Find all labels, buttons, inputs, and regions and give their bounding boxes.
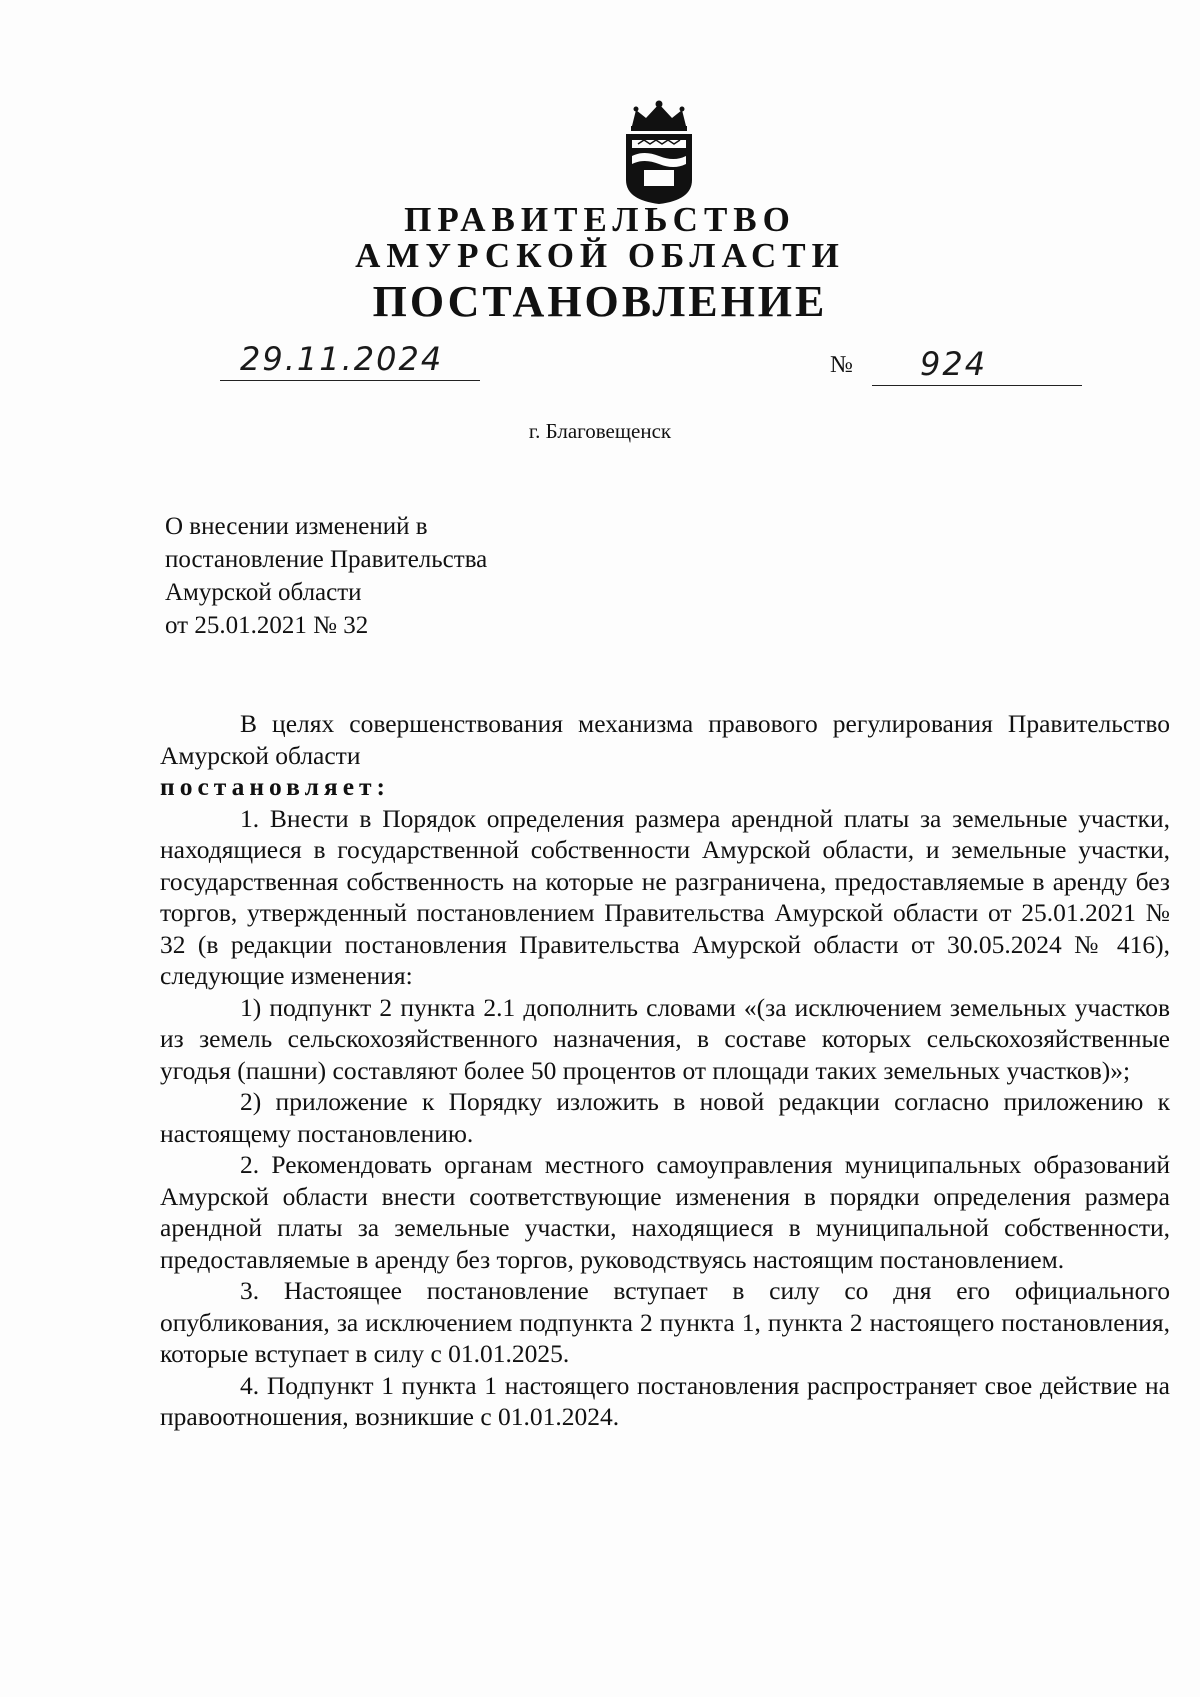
body-paragraph: 2) приложение к Порядку изложить в новой редакции согласно приложению к настоящему постановлению. (160, 1087, 1170, 1148)
subject-line: Амурской области (165, 579, 362, 606)
subject-line: постановление Правительства (165, 546, 488, 573)
body-paragraph: 1) подпункт 2 пункта 2.1 дополнить словами «(за исключением земельных участков из земель сельскохозяйственного назначения, в составе которых сельскохозяйственные угодья (пашни) составляют более 50 процентов от площади таких земельных участков)»; (160, 992, 1170, 1085)
preamble-paragraph: В целях совершенствования механизма правового регулирования Правительство Амурской области (160, 709, 1170, 770)
body-paragraph: 1. Внести в Порядок определения размера арендной платы за земельные участки, находящиеся в государственной собственности Амурской области, и земельные участки, государственная собственность на которые не разграничена, предоставляемые в аренду без торгов, утвержденный постановлением Правительства Амурской области от 25.01.2021 № 32 (в редакции постановления Правительства Амурской области от 30.05.2024 № 416), следующие изменения: (160, 803, 1170, 990)
organization-name-line1: ПРАВИТЕЛЬСТВО (404, 200, 796, 239)
subject-line: О внесении изменений в (165, 513, 428, 540)
body-paragraph: 3. Настоящее постановление вступает в силу со дня его официального опубликования, за исключением подпункта 2 пункта 1, пункта 2 настоящего постановления, которые вступает в силу с 01.01.2025. (160, 1276, 1170, 1368)
city-line: г. Благовещенск (528, 419, 672, 443)
handwritten-number: 924 (920, 345, 988, 383)
body-paragraph: 2. Рекомендовать органам местного самоуправления муниципальных образований Амурской области внести соответствующие изменения в порядки определения размера арендной платы за земельные участки, находящиеся в муниципальной собственности, предоставляемые в аренду без торгов, руководствуясь настоящим постановлением. (160, 1150, 1170, 1274)
handwritten-date: 29.11.2024 (240, 340, 444, 378)
coat-of-arms-icon (614, 96, 704, 206)
organization-name-line2: АМУРСКОЙ ОБЛАСТИ (355, 236, 845, 275)
subject-line: от 25.01.2021 № 32 (165, 612, 369, 639)
body-paragraph: 4. Подпункт 1 пункта 1 настоящего постановления распространяет свое действие на правоотношения, возникшие с 01.01.2024. (160, 1370, 1170, 1431)
number-label: № (830, 352, 853, 378)
resolves-word: постановляет: (160, 772, 391, 801)
document-body (160, 708, 1170, 1433)
document-type-title: ПОСТАНОВЛЕНИЕ (372, 277, 828, 326)
resolves-line (160, 771, 1170, 803)
document-number-field (872, 340, 1082, 386)
document-subject (165, 510, 487, 642)
document-date-field (220, 340, 480, 381)
